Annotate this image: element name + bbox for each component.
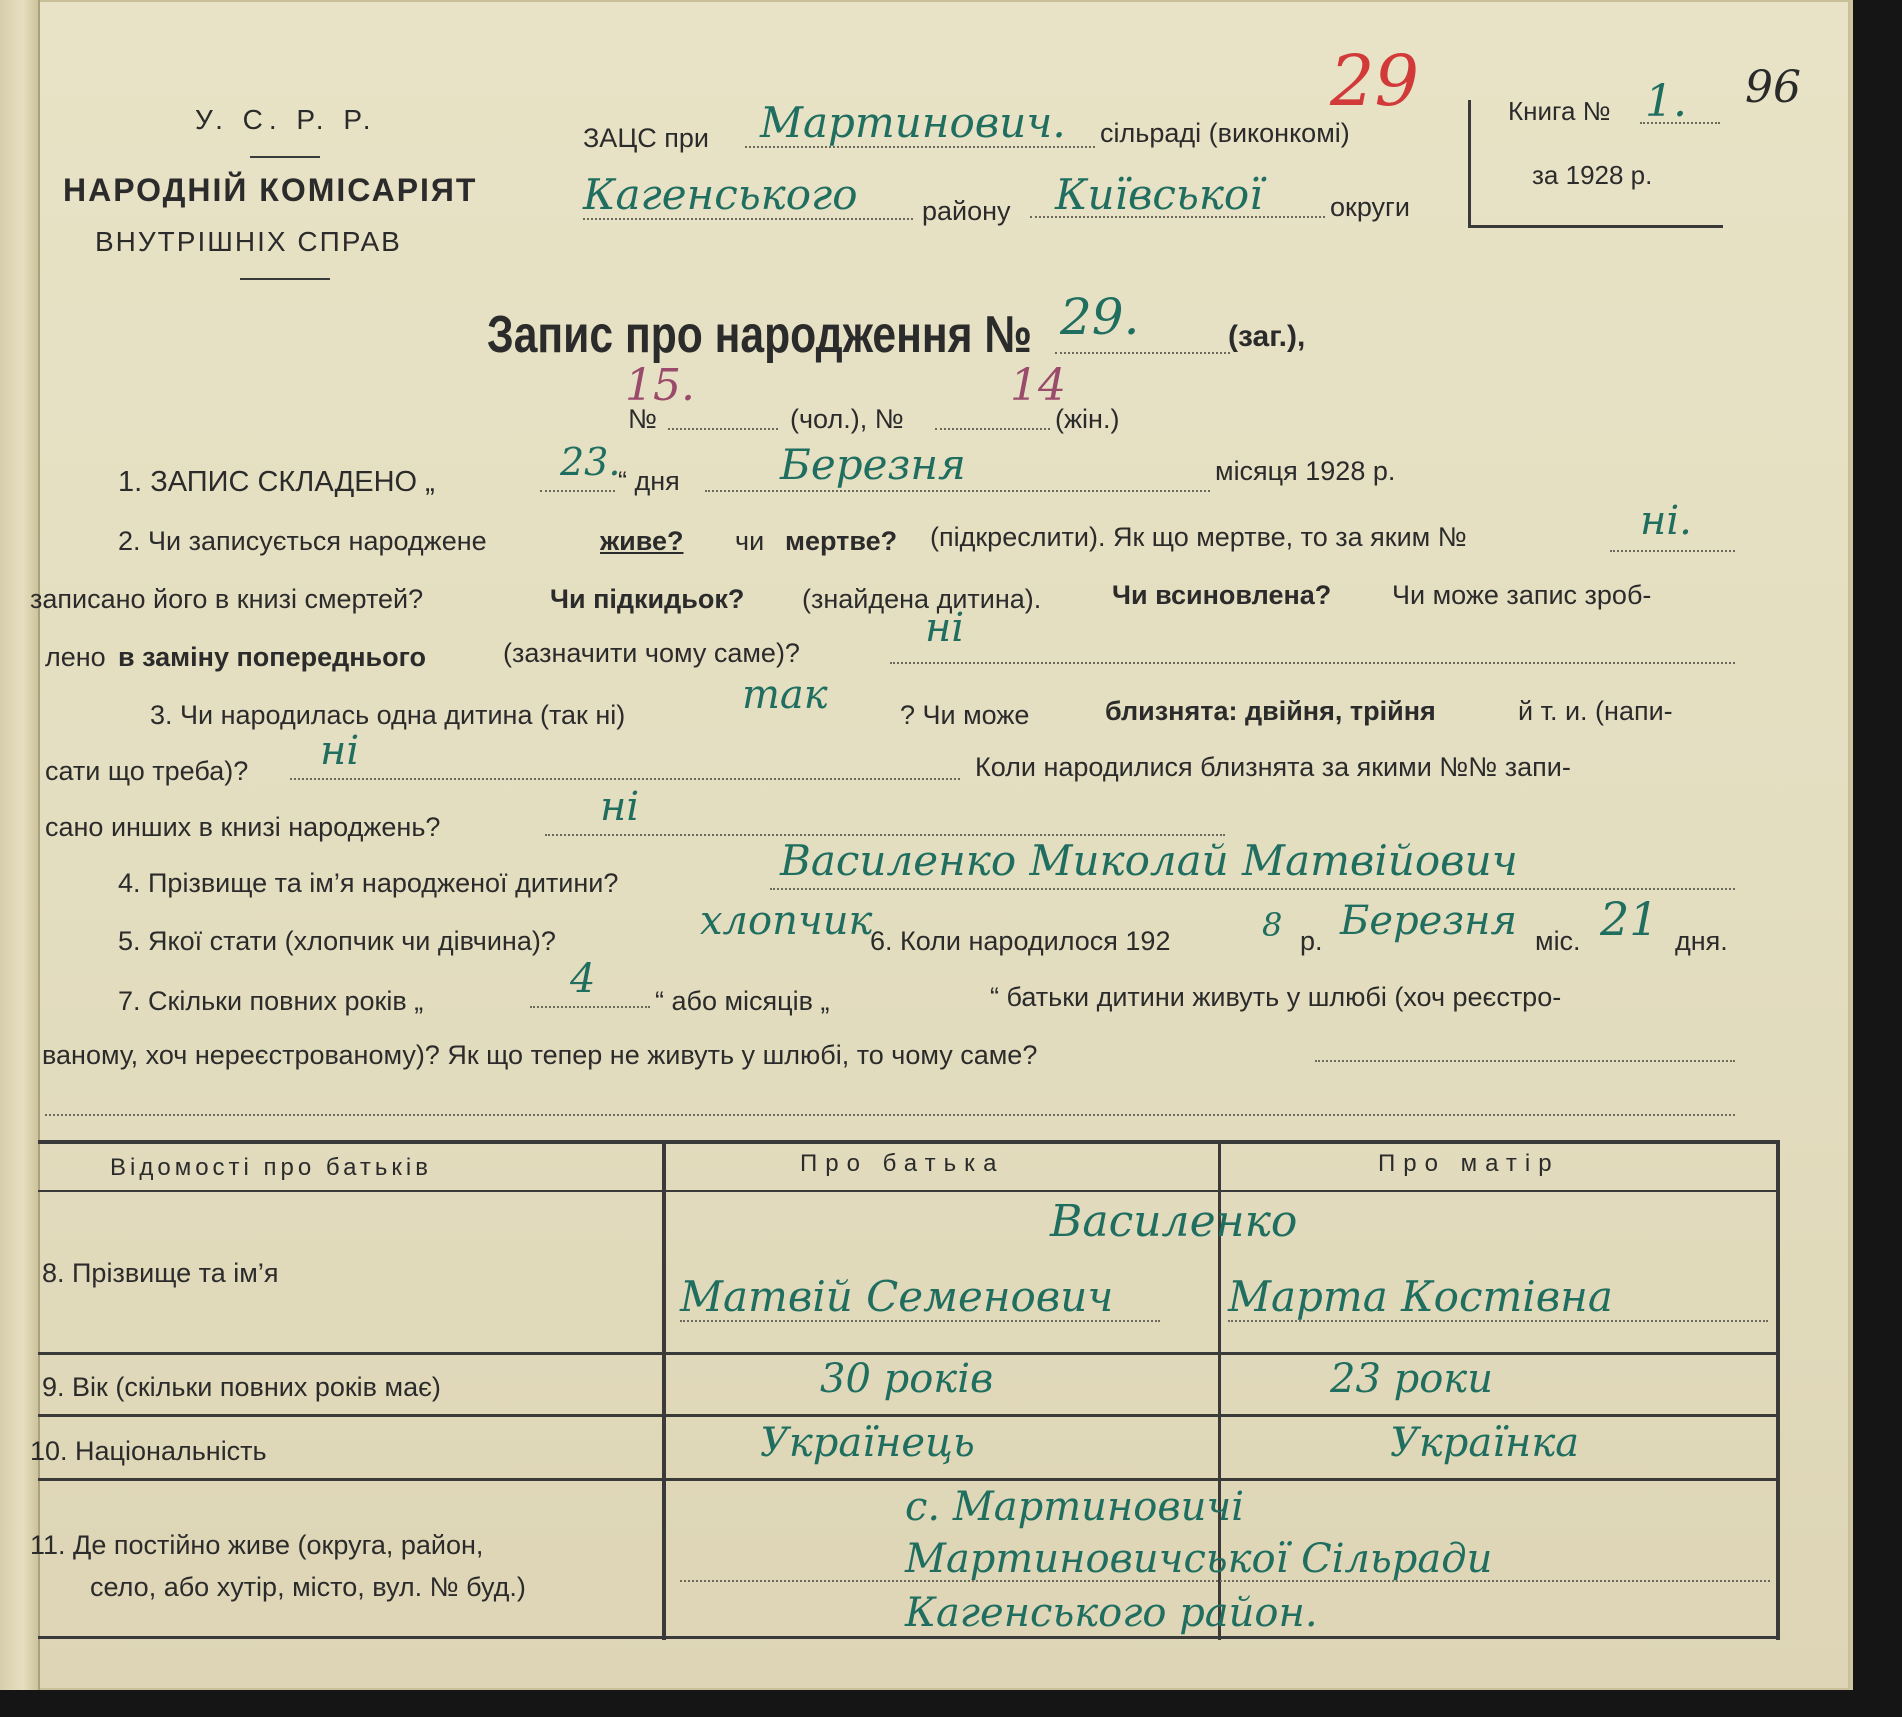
record-number-handwritten: 29. [1060, 288, 1140, 346]
q3-label: 3. Чи народилась одна дитина (так ні) [150, 700, 626, 730]
fill-line [745, 146, 1095, 148]
fill-line [1030, 216, 1325, 218]
child-sex-handwritten: хлопчик [700, 898, 873, 944]
book-box-border [1468, 100, 1471, 228]
row-residence-label-1: 11. Де постійно живе (округа, район, [30, 1530, 484, 1560]
row-age-label: 9. Вік (скільки повних років має) [42, 1372, 441, 1402]
corner-number: 96 [1745, 62, 1801, 113]
fill-line [705, 490, 1210, 492]
fill-line [530, 1006, 650, 1008]
q6-label: 6. Коли народилося 192 [870, 926, 1171, 956]
fill-line [1315, 1060, 1735, 1062]
q2-line2b: (знайдена дитина). [802, 584, 1042, 614]
year-label: за 1928 р. [1532, 160, 1653, 190]
fill-line [540, 490, 615, 492]
q2-or: чи [735, 526, 765, 556]
row-nationality-label: 10. Національність [30, 1436, 267, 1466]
q4-label: 4. Прізвище та ім’я народженої дитини? [118, 868, 619, 898]
q6-day-label: дня. [1675, 926, 1728, 956]
q2-replacement: в заміну попереднього [118, 642, 427, 672]
fill-line [1610, 550, 1735, 552]
q7-label: 7. Скільки повних років „ [118, 986, 424, 1016]
q2-dead: мертве? [785, 526, 898, 556]
table-border [662, 1140, 666, 1640]
q3-twins-question: ? Чи може [900, 700, 1030, 730]
zhin-label: (жін.) [1055, 404, 1120, 434]
fill-line [1055, 352, 1230, 354]
q3-twins-options: близнята: двійня, трійня [1105, 696, 1436, 726]
mother-name-handwritten: Марта Костівна [1228, 1272, 1613, 1321]
q3-line1c: й т. и. (напи- [1518, 696, 1673, 726]
q3-answer-3: ні [600, 784, 640, 830]
fill-line [935, 428, 1050, 430]
q1-month-label: місяця 1928 р. [1215, 456, 1396, 486]
silradi-label: сільраді (виконкомі) [1100, 118, 1350, 148]
okrug-label: округи [1330, 192, 1410, 222]
chol-label: (чол.), № [790, 404, 904, 434]
zag-label: (заг.), [1228, 320, 1306, 353]
raion-label: району [922, 196, 1011, 226]
q7-line1c: “ батьки дитини живуть у шлюбі (хоч реєстро- [990, 982, 1562, 1012]
q1-label: 1. ЗАПИС СКЛАДЕНО „ [118, 466, 435, 498]
red-mark: 29 [1330, 40, 1420, 122]
table-border [1776, 1140, 1780, 1640]
okrug-handwritten: Київської [1055, 170, 1263, 219]
book-label: Книга № [1508, 96, 1611, 126]
table-border [38, 1636, 1780, 1639]
father-name-handwritten: Матвій Семенович [680, 1272, 1114, 1321]
header-parents: Відомості про батьків [110, 1154, 432, 1181]
table-border [38, 1190, 1780, 1192]
fill-line [770, 888, 1735, 890]
q1-day-label: “ дня [618, 466, 680, 496]
commissariat-header: НАРОДНІЙ КОМІСАРІЯТ [63, 172, 478, 208]
q3-answer-2: ні [320, 728, 360, 774]
fill-line [290, 778, 960, 780]
parents-surname-handwritten: Василенко [1050, 1196, 1298, 1247]
q7-line2: ваному, хоч нереєстрованому)? Як що тепер не живуть у шлюбі, то чому саме? [42, 1040, 1038, 1070]
table-border [38, 1140, 1780, 1144]
q2-question: (підкреслити). Як що мертве, то за яким № [930, 522, 1467, 552]
mother-nationality-handwritten: Українка [1390, 1420, 1580, 1466]
q6-month-label: міс. [1535, 926, 1581, 956]
q1-day-handwritten: 23. [560, 440, 621, 484]
birth-month-handwritten: Березня [1340, 898, 1517, 944]
male-number-handwritten: 15. [625, 360, 695, 411]
q3-answer: так [742, 672, 828, 718]
book-box-border [1468, 225, 1723, 228]
q2-line3b: (зазначити чому саме)? [503, 638, 800, 668]
zags-label: ЗАЦС при [583, 123, 710, 153]
q2-line3a: лено [45, 642, 106, 672]
fill-line [583, 218, 913, 220]
num-label: № [628, 404, 657, 434]
birth-day-handwritten: 21 [1600, 892, 1659, 946]
row-residence-label-2: село, або хутір, місто, вул. № буд.) [90, 1572, 526, 1602]
fill-line [668, 428, 778, 430]
q5-label: 5. Якої стати (хлопчик чи дівчина)? [118, 926, 556, 956]
child-name-handwritten: Василенко Миколай Матвійович [780, 836, 1518, 885]
q2-adopted: Чи всиновлена? [1112, 580, 1332, 610]
fill-line [1228, 1320, 1768, 1322]
q2-line2c: Чи може запис зроб- [1392, 580, 1652, 610]
fill-line [1640, 122, 1720, 124]
q3-line3a: сано инших в книзі народжень? [45, 812, 441, 842]
fill-line [45, 1114, 1735, 1116]
divider [250, 156, 320, 158]
q2-answer-2: ні [925, 605, 965, 651]
q2-line2a: записано його в книзі смертей? [30, 584, 424, 614]
father-age-handwritten: 30 років [820, 1356, 994, 1402]
q1-month-handwritten: Березня [780, 440, 966, 489]
header-father: Про батька [800, 1150, 1005, 1177]
table-border [38, 1352, 1780, 1355]
q2-alive: живе? [600, 526, 684, 556]
fill-line [680, 1320, 1160, 1322]
internal-affairs-header: ВНУТРІШНІХ СПРАВ [95, 226, 402, 257]
female-number-handwritten: 14 [1010, 360, 1066, 411]
q6-year-label: р. [1300, 926, 1323, 956]
row-name-label: 8. Прізвище та ім’я [42, 1258, 279, 1288]
q2-label: 2. Чи записується народжене [118, 526, 487, 556]
residence-line-2: Мартиновичської Сільради [905, 1536, 1493, 1582]
table-border [38, 1478, 1780, 1481]
table-border [38, 1414, 1780, 1417]
residence-line-1: с. Мартиновичі [905, 1484, 1245, 1530]
divider [240, 278, 330, 280]
fill-line [890, 662, 1735, 664]
q2-foundling: Чи підкидьок? [550, 584, 745, 614]
q3-line2b: Коли народилися близнята за якими №№ запи- [975, 752, 1571, 782]
birth-year-handwritten: 8 [1262, 906, 1283, 944]
q2-answer-1: ні. [1640, 498, 1692, 544]
header-mother: Про матір [1378, 1150, 1560, 1177]
village-handwritten: Мартинович. [760, 98, 1066, 147]
book-number-handwritten: 1. [1645, 76, 1687, 127]
record-title: Запис про народження № [487, 306, 1032, 364]
district-handwritten: Кагенського [583, 170, 858, 219]
q7-months-label: “ або місяців „ [655, 986, 830, 1016]
marriage-years-handwritten: 4 [570, 956, 596, 1002]
ussr-header: У. С. Р. Р. [195, 104, 377, 135]
q3-line2a: сати що треба)? [45, 756, 249, 786]
residence-line-3: Кагенського район. [905, 1590, 1318, 1636]
father-nationality-handwritten: Українець [760, 1420, 975, 1466]
mother-age-handwritten: 23 роки [1330, 1356, 1493, 1402]
fill-line [680, 1580, 1770, 1582]
